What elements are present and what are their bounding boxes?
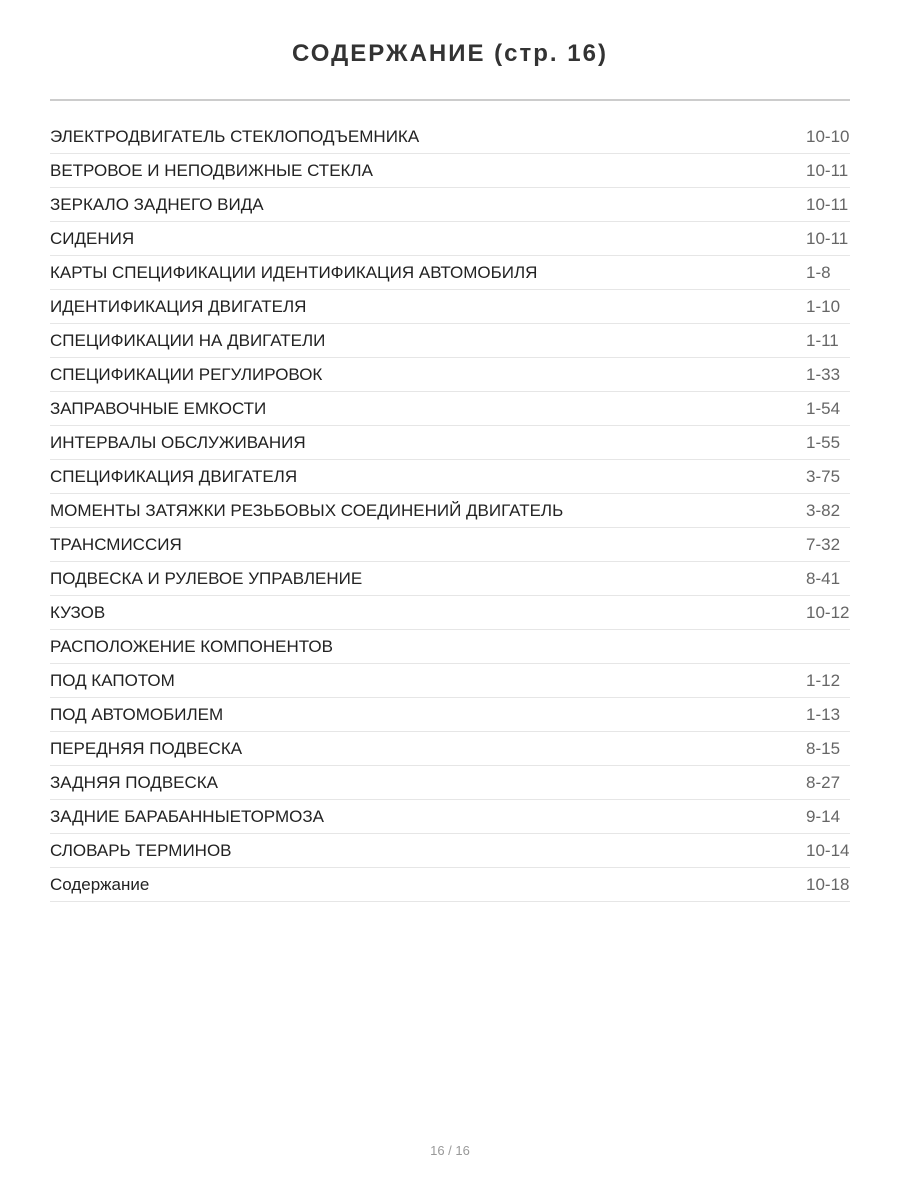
toc-entry-label: ИНТЕРВАЛЫ ОБСЛУЖИВАНИЯ: [50, 432, 306, 452]
toc-entry-page: 3-82: [806, 500, 841, 520]
toc-entry[interactable]: [50, 868, 850, 902]
toc-entry-page: 10-14: [806, 840, 850, 860]
toc-entry[interactable]: [50, 732, 850, 766]
toc-entry-label: ПОД АВТОМОБИЛЕМ: [50, 704, 224, 724]
toc-entry-label: ЗАДНЯЯ ПОДВЕСКА: [50, 772, 219, 792]
title-divider: [50, 99, 850, 101]
toc-entry-page: 10-11: [806, 160, 849, 180]
toc-entry-page: 8-27: [806, 772, 841, 792]
table-of-contents: [50, 120, 850, 902]
toc-entry-label: МОМЕНТЫ ЗАТЯЖКИ РЕЗЬБОВЫХ СОЕДИНЕНИЙ ДВИГАТЕЛЬ: [50, 500, 564, 520]
toc-entry-label: ТРАНСМИССИЯ: [50, 534, 182, 554]
toc-entry-page: 10-18: [806, 874, 850, 894]
toc-entry-label: ВЕТРОВОЕ И НЕПОДВИЖНЫЕ СТЕКЛА: [50, 160, 373, 180]
toc-entry-page: 1-33: [806, 364, 841, 384]
toc-entry-label: Содержание: [50, 874, 150, 894]
toc-entry-label: СПЕЦИФИКАЦИИ РЕГУЛИРОВОК: [50, 364, 323, 384]
toc-entry[interactable]: [50, 392, 850, 426]
toc-entry[interactable]: [50, 324, 850, 358]
toc-entry-page: 9-14: [806, 806, 841, 826]
toc-entry-label: ЭЛЕКТРОДВИГАТЕЛЬ СТЕКЛОПОДЪЕМНИКА: [50, 126, 420, 146]
toc-entry-page: 1-13: [806, 704, 841, 724]
toc-entry-page: 10-12: [806, 602, 850, 622]
toc-section-heading: [50, 630, 850, 664]
toc-entry-label: СЛОВАРЬ ТЕРМИНОВ: [50, 840, 232, 860]
toc-entry-label: ИДЕНТИФИКАЦИЯ ДВИГАТЕЛЯ: [50, 296, 307, 316]
toc-entry[interactable]: [50, 460, 850, 494]
toc-entry[interactable]: [50, 664, 850, 698]
toc-entry-label: ПЕРЕДНЯЯ ПОДВЕСКА: [50, 738, 243, 758]
toc-entry[interactable]: [50, 358, 850, 392]
toc-entry-page: 10-11: [806, 194, 849, 214]
toc-entry[interactable]: [50, 834, 850, 868]
toc-entry-page: 8-41: [806, 568, 841, 588]
toc-entry[interactable]: [50, 528, 850, 562]
toc-entry[interactable]: [50, 426, 850, 460]
toc-entry-page: 10-11: [806, 228, 849, 248]
toc-entry-label: СПЕЦИФИКАЦИИ НА ДВИГАТЕЛИ: [50, 330, 326, 350]
toc-entry-page: 1-10: [806, 296, 841, 316]
toc-entry-label: СПЕЦИФИКАЦИЯ ДВИГАТЕЛЯ: [50, 466, 298, 486]
toc-entry-page: 1-12: [806, 670, 841, 690]
toc-entry[interactable]: [50, 766, 850, 800]
toc-entry-page: 1-55: [806, 432, 841, 452]
toc-entry-page: 10-10: [806, 126, 850, 146]
toc-entry[interactable]: [50, 698, 850, 732]
toc-entry[interactable]: [50, 800, 850, 834]
toc-entry-label: ПОД КАПОТОМ: [50, 670, 175, 690]
toc-entry-label: КУЗОВ: [50, 602, 106, 622]
toc-entry-label: СИДЕНИЯ: [50, 228, 135, 248]
toc-entry[interactable]: [50, 596, 850, 630]
toc-entry-page: 1-54: [806, 398, 841, 418]
toc-entry-page: 8-15: [806, 738, 841, 758]
toc-entry-label: КАРТЫ СПЕЦИФИКАЦИИ ИДЕНТИФИКАЦИЯ АВТОМОБИЛЯ: [50, 262, 538, 282]
toc-entry-page: 1-11: [806, 330, 839, 350]
toc-entry-page: 7-32: [806, 534, 841, 554]
toc-entry-label: РАСПОЛОЖЕНИЕ КОМПОНЕНТОВ: [50, 636, 333, 656]
toc-entry-page: 1-8: [806, 262, 831, 282]
page-indicator: 16 / 16: [430, 1143, 470, 1158]
toc-entry[interactable]: [50, 562, 850, 596]
toc-entry[interactable]: [50, 120, 850, 154]
toc-entry-page: 3-75: [806, 466, 841, 486]
page-title: СОДЕРЖАНИЕ (стр. 16): [292, 40, 608, 67]
toc-entry[interactable]: [50, 222, 850, 256]
toc-entry-label: ЗЕРКАЛО ЗАДНЕГО ВИДА: [50, 194, 264, 214]
toc-entry-label: ЗАПРАВОЧНЫЕ ЕМКОСТИ: [50, 398, 267, 418]
toc-entry[interactable]: [50, 188, 850, 222]
toc-entry-label: ПОДВЕСКА И РУЛЕВОЕ УПРАВЛЕНИЕ: [50, 568, 363, 588]
toc-entry[interactable]: [50, 290, 850, 324]
toc-entry-label: ЗАДНИЕ БАРАБАННЫЕТОРМОЗА: [50, 806, 324, 826]
toc-entry[interactable]: [50, 256, 850, 290]
toc-entry[interactable]: [50, 494, 850, 528]
toc-entry[interactable]: [50, 154, 850, 188]
